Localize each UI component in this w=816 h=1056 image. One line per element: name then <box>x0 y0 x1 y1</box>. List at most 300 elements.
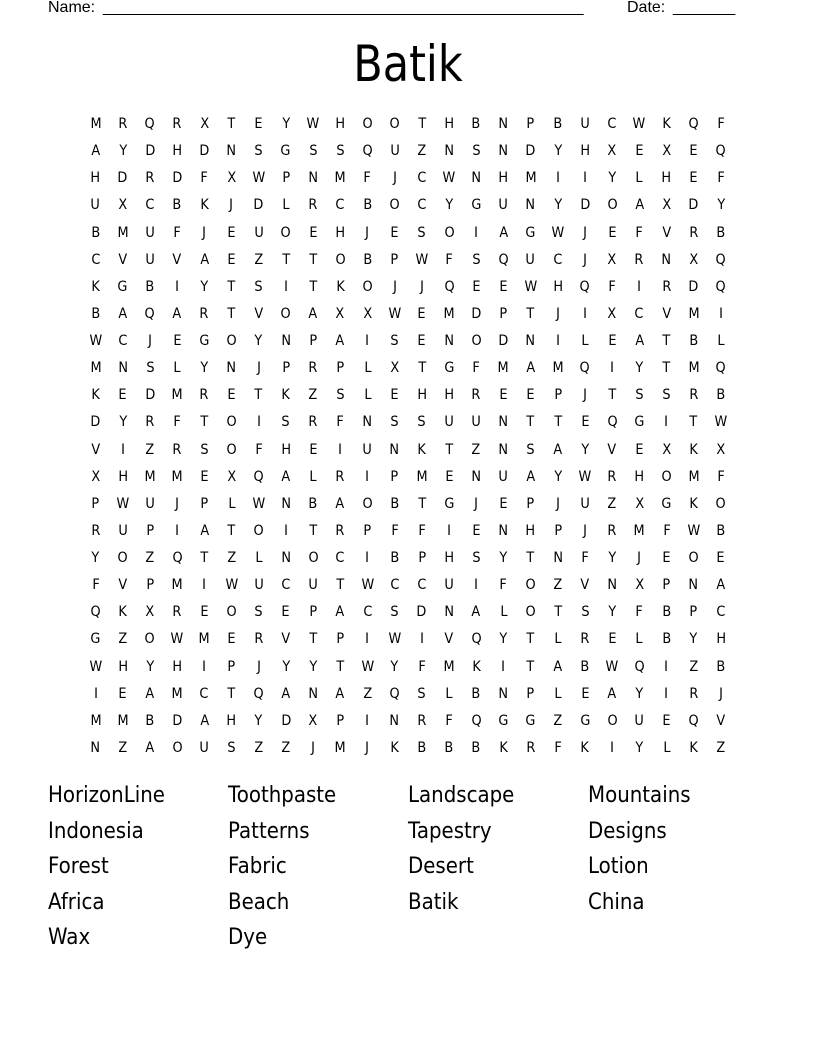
grid-letter: K <box>200 197 209 214</box>
grid-cell <box>164 138 191 165</box>
grid-letter: O <box>443 224 455 241</box>
grid-cell <box>136 247 163 274</box>
grid-cell <box>435 355 462 382</box>
grid-cell <box>136 518 163 545</box>
grid-cell <box>245 518 272 545</box>
grid-letter: A <box>118 305 128 322</box>
grid-cell <box>408 409 435 436</box>
grid-letter: Q <box>362 143 373 160</box>
grid-cell <box>136 301 163 328</box>
grid-cell <box>544 220 571 247</box>
grid-letter: V <box>607 441 617 458</box>
grid-letter: W <box>252 170 266 187</box>
grid-cell <box>408 301 435 328</box>
grid-letter: S <box>227 739 236 756</box>
grid-cell <box>517 518 544 545</box>
grid-cell <box>191 328 218 355</box>
grid-cell <box>164 274 191 301</box>
grid-letter: D <box>688 197 699 214</box>
grid-cell <box>408 545 435 572</box>
grid-cell <box>544 599 571 626</box>
grid-cell <box>300 328 327 355</box>
grid-cell <box>435 708 462 735</box>
word-list-item: Indonesia <box>48 818 144 844</box>
grid-letter: Q <box>715 360 726 377</box>
date-label: Date: <box>627 0 666 16</box>
grid-letter: K <box>689 739 698 756</box>
grid-cell <box>435 409 462 436</box>
grid-cell <box>191 220 218 247</box>
grid-letter: H <box>498 170 509 187</box>
grid-letter: Q <box>579 360 591 377</box>
grid-letter: S <box>254 143 263 160</box>
grid-cell <box>109 545 136 572</box>
grid-letter: Q <box>498 251 509 268</box>
grid-letter: A <box>145 739 155 756</box>
word-list-item: China <box>588 889 645 915</box>
grid-letter: C <box>553 251 563 268</box>
grid-letter: W <box>524 278 537 295</box>
grid-cell <box>245 464 272 491</box>
grid-cell <box>571 138 598 165</box>
word-list-item: Tapestry <box>408 818 492 844</box>
grid-letter: E <box>635 441 644 458</box>
grid-letter: A <box>634 197 644 214</box>
grid-cell <box>272 247 299 274</box>
grid-cell <box>653 111 680 138</box>
grid-letter: O <box>226 414 237 431</box>
word-list-item: Fabric <box>228 854 287 879</box>
grid-letter: M <box>552 360 564 377</box>
grid-cell <box>327 301 354 328</box>
grid-cell <box>381 409 408 436</box>
grid-letter: P <box>227 658 236 675</box>
grid-cell <box>136 545 163 572</box>
grid-cell <box>571 545 598 572</box>
grid-letter: J <box>256 658 261 675</box>
grid-cell <box>381 165 408 192</box>
grid-letter: P <box>146 522 154 539</box>
grid-letter: F <box>608 278 616 295</box>
grid-cell <box>327 247 354 274</box>
grid-letter: T <box>227 685 236 702</box>
grid-letter: E <box>227 387 236 404</box>
grid-letter: I <box>283 522 288 539</box>
grid-cell <box>136 355 163 382</box>
grid-letter: R <box>335 468 345 485</box>
grid-letter: Y <box>553 197 562 214</box>
grid-cell <box>218 735 245 762</box>
grid-cell <box>136 220 163 247</box>
grid-letter: R <box>145 414 155 431</box>
grid-cell <box>571 220 598 247</box>
grid-letter: D <box>117 170 128 187</box>
grid-letter: E <box>662 712 671 729</box>
grid-letter: O <box>308 550 319 566</box>
grid-cell <box>218 247 245 274</box>
grid-letter: R <box>607 522 617 539</box>
grid-cell <box>218 165 245 192</box>
grid-cell <box>164 626 191 653</box>
grid-cell <box>381 382 408 409</box>
grid-cell <box>82 111 109 138</box>
grid-letter: L <box>662 739 671 756</box>
grid-cell <box>653 138 680 165</box>
grid-cell <box>463 111 490 138</box>
grid-letter: E <box>580 685 590 702</box>
grid-cell <box>164 654 191 681</box>
grid-letter: W <box>605 658 619 675</box>
grid-cell <box>490 247 517 274</box>
grid-letter: T <box>689 414 698 431</box>
grid-cell <box>381 138 408 165</box>
grid-letter: E <box>608 631 617 648</box>
grid-cell <box>626 301 653 328</box>
grid-row <box>82 572 735 599</box>
grid-letter: W <box>361 658 374 675</box>
grid-cell <box>490 572 517 599</box>
grid-cell <box>300 274 327 301</box>
grid-cell <box>571 599 598 626</box>
grid-letter: N <box>281 550 291 566</box>
grid-cell <box>82 328 109 355</box>
grid-letter: Q <box>471 631 482 648</box>
grid-letter: R <box>199 305 209 322</box>
grid-letter: O <box>362 495 373 512</box>
grid-cell <box>354 599 381 626</box>
grid-letter: S <box>472 251 481 268</box>
grid-letter: Q <box>443 278 455 295</box>
grid-letter: K <box>662 116 671 132</box>
grid-letter: F <box>363 170 372 187</box>
grid-letter: E <box>173 333 182 349</box>
grid-letter: T <box>662 333 671 349</box>
grid-cell <box>82 355 109 382</box>
grid-letter: U <box>362 441 373 458</box>
grid-letter: B <box>580 658 590 675</box>
grid-letter: F <box>472 360 480 377</box>
grid-letter: A <box>281 685 291 702</box>
grid-letter: C <box>417 577 427 594</box>
grid-cell <box>626 328 653 355</box>
grid-cell <box>136 599 163 626</box>
grid-cell <box>517 708 544 735</box>
grid-cell <box>490 491 517 518</box>
grid-cell <box>490 708 517 735</box>
grid-cell <box>381 654 408 681</box>
grid-letter: J <box>555 495 560 512</box>
grid-letter: W <box>388 305 402 322</box>
grid-letter: X <box>607 143 617 160</box>
grid-cell <box>381 626 408 653</box>
grid-cell <box>136 735 163 762</box>
grid-cell <box>408 464 435 491</box>
grid-letter: E <box>499 278 508 295</box>
grid-cell <box>109 437 136 464</box>
grid-cell <box>82 518 109 545</box>
grid-cell <box>707 247 734 274</box>
grid-letter: N <box>607 577 617 594</box>
grid-cell <box>626 165 653 192</box>
grid-cell <box>544 626 571 653</box>
grid-letter: K <box>91 387 100 404</box>
grid-letter: M <box>416 468 428 485</box>
grid-cell <box>354 355 381 382</box>
grid-cell <box>544 437 571 464</box>
grid-cell <box>82 165 109 192</box>
grid-cell <box>517 409 544 436</box>
grid-letter: Q <box>389 685 400 702</box>
grid-cell <box>218 464 245 491</box>
grid-cell <box>653 437 680 464</box>
grid-letter: L <box>363 387 372 404</box>
grid-letter: Y <box>254 333 263 349</box>
grid-letter: M <box>688 360 700 377</box>
grid-cell <box>544 491 571 518</box>
grid-cell <box>164 247 191 274</box>
grid-cell <box>626 111 653 138</box>
grid-letter: I <box>93 685 98 702</box>
grid-cell <box>435 681 462 708</box>
grid-letter: N <box>498 414 509 431</box>
grid-letter: U <box>145 495 155 512</box>
grid-letter: I <box>419 631 424 648</box>
grid-letter: Y <box>608 604 617 621</box>
grid-cell <box>109 464 136 491</box>
grid-letter: I <box>365 333 370 349</box>
grid-letter: R <box>526 739 536 756</box>
grid-letter: V <box>254 305 264 322</box>
grid-cell <box>707 735 734 762</box>
grid-cell <box>707 708 734 735</box>
grid-cell <box>381 464 408 491</box>
grid-letter: R <box>417 712 427 729</box>
grid-cell <box>408 735 435 762</box>
grid-letter: Q <box>715 251 726 268</box>
grid-cell <box>327 735 354 762</box>
grid-letter: F <box>635 224 644 241</box>
grid-letter: O <box>715 495 726 512</box>
grid-cell <box>300 654 327 681</box>
grid-letter: V <box>716 712 726 729</box>
grid-cell <box>245 599 272 626</box>
grid-cell <box>544 274 571 301</box>
grid-cell <box>136 572 163 599</box>
grid-cell <box>408 491 435 518</box>
grid-cell <box>435 165 462 192</box>
grid-letter: F <box>255 441 263 458</box>
grid-letter: F <box>390 522 399 539</box>
grid-letter: A <box>335 685 345 702</box>
grid-letter: Y <box>118 143 127 160</box>
grid-letter: M <box>117 712 129 729</box>
grid-cell <box>435 572 462 599</box>
grid-cell <box>245 654 272 681</box>
grid-letter: J <box>365 224 370 241</box>
grid-letter: T <box>445 441 453 458</box>
grid-letter: O <box>172 739 183 756</box>
grid-letter: U <box>580 495 590 512</box>
grid-letter: H <box>172 658 183 675</box>
word-list-item: Patterns <box>228 818 310 844</box>
grid-row <box>82 681 735 708</box>
grid-cell <box>327 681 354 708</box>
grid-cell <box>300 165 327 192</box>
grid-letter: H <box>444 116 454 132</box>
grid-letter: N <box>362 414 373 431</box>
grid-cell <box>653 247 680 274</box>
grid-letter: R <box>172 116 182 132</box>
grid-cell <box>82 437 109 464</box>
grid-cell <box>435 274 462 301</box>
grid-letter: Y <box>91 550 100 566</box>
grid-letter: S <box>200 441 209 458</box>
grid-cell <box>544 708 571 735</box>
grid-letter: Y <box>390 658 399 675</box>
grid-letter: E <box>281 604 290 621</box>
grid-row <box>82 274 735 301</box>
grid-letter: N <box>117 360 128 377</box>
grid-letter: E <box>689 170 698 187</box>
grid-cell <box>408 708 435 735</box>
grid-cell <box>626 138 653 165</box>
grid-cell <box>626 735 653 762</box>
grid-cell <box>408 599 435 626</box>
grid-letter: T <box>200 550 209 566</box>
grid-cell <box>164 545 191 572</box>
grid-letter: L <box>282 197 290 214</box>
grid-cell <box>653 735 680 762</box>
grid-cell <box>245 491 272 518</box>
grid-cell <box>109 138 136 165</box>
grid-cell <box>435 654 462 681</box>
grid-cell <box>82 138 109 165</box>
grid-letter: M <box>171 387 183 404</box>
grid-letter: G <box>525 224 536 241</box>
grid-letter: R <box>607 468 617 485</box>
grid-letter: H <box>90 170 101 187</box>
grid-cell <box>599 681 626 708</box>
grid-letter: C <box>91 251 101 268</box>
grid-letter: T <box>309 522 318 539</box>
grid-letter: T <box>227 522 236 539</box>
word-list-item: Desert <box>408 854 474 879</box>
grid-cell <box>599 301 626 328</box>
grid-letter: I <box>555 333 560 349</box>
grid-letter: O <box>226 333 237 349</box>
grid-cell <box>164 192 191 219</box>
grid-letter: E <box>254 116 263 132</box>
grid-letter: E <box>417 333 426 349</box>
grid-cell <box>707 274 734 301</box>
grid-letter: X <box>607 251 617 268</box>
grid-cell <box>653 409 680 436</box>
grid-cell <box>599 220 626 247</box>
grid-letter: C <box>281 577 291 594</box>
grid-letter: R <box>308 360 318 377</box>
grid-letter: D <box>145 387 155 404</box>
grid-cell <box>463 545 490 572</box>
grid-letter: L <box>227 495 236 512</box>
grid-letter: A <box>526 360 535 377</box>
grid-letter: M <box>171 685 183 702</box>
grid-letter: J <box>583 387 587 404</box>
grid-letter: T <box>309 251 318 268</box>
grid-cell <box>680 572 707 599</box>
grid-letter: L <box>554 631 562 648</box>
grid-cell <box>653 654 680 681</box>
grid-letter: A <box>199 522 209 539</box>
word-list-item: Dye <box>228 925 268 950</box>
grid-cell <box>300 138 327 165</box>
grid-letter: D <box>471 305 482 322</box>
grid-letter: O <box>525 577 536 594</box>
grid-letter: G <box>280 143 291 160</box>
grid-letter: I <box>583 170 587 187</box>
grid-cell <box>136 328 163 355</box>
grid-cell <box>653 518 680 545</box>
grid-letter: B <box>471 685 481 702</box>
grid-cell <box>354 491 381 518</box>
grid-cell <box>164 735 191 762</box>
grid-cell <box>490 409 517 436</box>
grid-letter: R <box>199 387 209 404</box>
grid-letter: P <box>282 170 290 187</box>
grid-letter: R <box>471 387 481 404</box>
grid-cell <box>245 138 272 165</box>
grid-cell <box>707 654 734 681</box>
grid-letter: S <box>281 414 290 431</box>
grid-cell <box>381 681 408 708</box>
grid-cell <box>408 220 435 247</box>
grid-cell <box>300 599 327 626</box>
grid-cell <box>218 355 245 382</box>
grid-letter: B <box>444 739 454 756</box>
grid-cell <box>626 545 653 572</box>
grid-cell <box>354 138 381 165</box>
grid-letter: Q <box>688 712 699 729</box>
grid-letter: J <box>392 170 397 187</box>
grid-cell <box>490 464 517 491</box>
grid-letter: Z <box>689 658 699 675</box>
grid-cell <box>191 654 218 681</box>
grid-letter: E <box>309 441 318 458</box>
grid-letter: Q <box>172 550 183 566</box>
grid-cell <box>680 626 707 653</box>
grid-cell <box>164 437 191 464</box>
grid-cell <box>680 708 707 735</box>
grid-cell <box>136 192 163 219</box>
grid-letter: I <box>474 577 479 594</box>
grid-cell <box>653 464 680 491</box>
grid-cell <box>381 247 408 274</box>
grid-letter: Q <box>90 604 101 621</box>
grid-cell <box>599 111 626 138</box>
grid-cell <box>517 735 544 762</box>
grid-row <box>82 735 735 762</box>
grid-cell <box>544 464 571 491</box>
grid-letter: I <box>202 577 207 594</box>
grid-cell <box>191 382 218 409</box>
grid-cell <box>354 626 381 653</box>
grid-letter: U <box>145 251 155 268</box>
grid-letter: X <box>227 170 236 187</box>
grid-cell <box>571 626 598 653</box>
grid-cell <box>463 599 490 626</box>
grid-cell <box>272 735 299 762</box>
grid-letter: R <box>118 116 128 132</box>
grid-letter: G <box>525 712 536 729</box>
